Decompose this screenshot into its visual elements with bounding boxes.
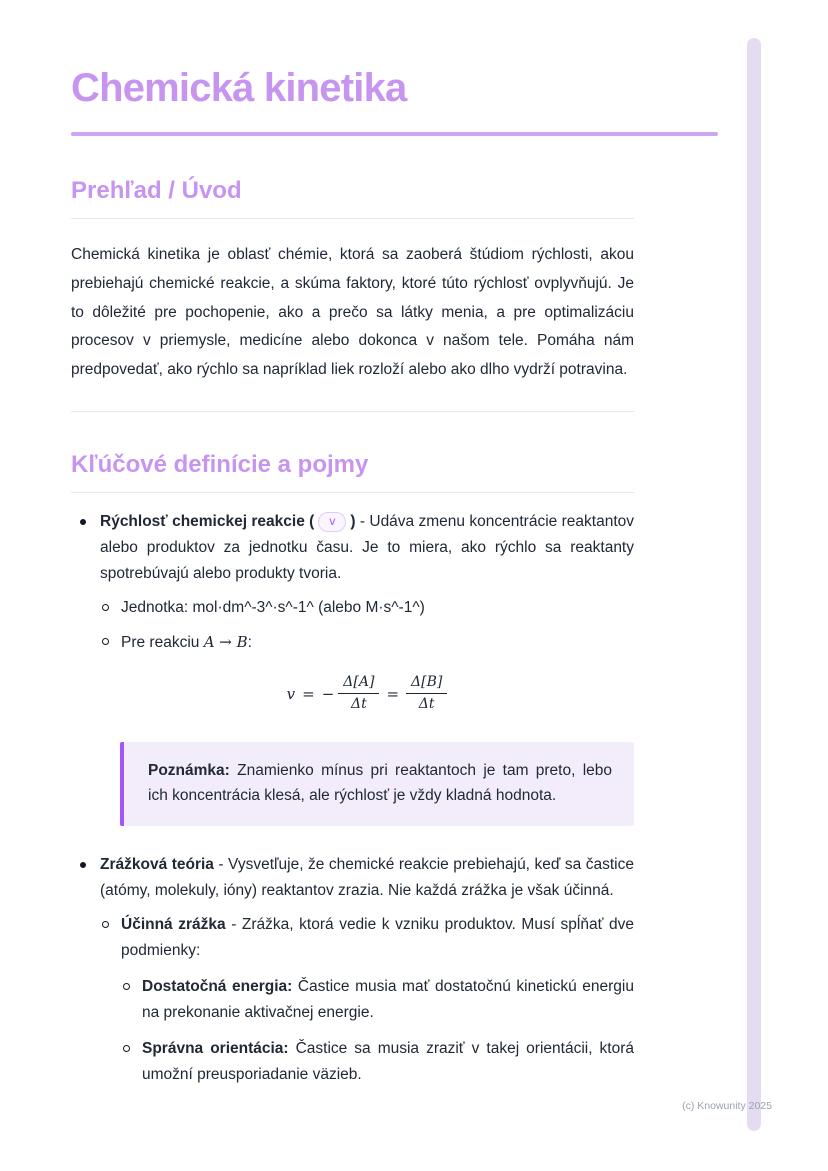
- fraction-b-numerator: Δ[B]: [406, 674, 447, 694]
- conditions-list: [121, 974, 634, 1088]
- term-effective-collision: Účinná zrážka: [121, 915, 226, 933]
- reaction-pre-text: Pre reakciu: [121, 633, 204, 651]
- reaction-math: A → B: [203, 632, 248, 651]
- footer-credit: (c) Knowunity 2025: [682, 1100, 772, 1112]
- section-definitions: [71, 450, 634, 1088]
- heading-underline: [71, 492, 634, 493]
- rate-formula: [100, 672, 634, 716]
- note-text: [148, 758, 612, 809]
- fraction-a-numerator: Δ[A]: [338, 674, 379, 694]
- fraction-b-denominator: Δt: [418, 696, 435, 713]
- section-divider: [71, 411, 634, 412]
- list-item-reaction: [100, 629, 634, 656]
- list-item-condition-energy: [121, 974, 634, 1026]
- note-callout: [120, 742, 634, 826]
- section-heading-definitions: Kľúčové definície a pojmy: [71, 450, 369, 478]
- collision-sublist: [100, 912, 634, 1088]
- formula-equals: =: [386, 684, 400, 703]
- fraction-a-denominator: Δt: [350, 696, 367, 713]
- list-item-effective-collision: [100, 912, 634, 1088]
- list-item-collision-theory: [71, 852, 634, 1088]
- formula-minus: −: [321, 684, 335, 703]
- definitions-list: [71, 509, 634, 1088]
- formula-fraction-a: [338, 674, 379, 713]
- intro-paragraph: Chemická kinetika je oblasť chémie, ktorá sa zaoberá štúdiom rýchlosti, akou prebiehajú chemické reakcie, a skúma faktory, ktoré túto rýchlosť ovplyvňujú. Je to dôležité pre pochopenie, ako a prečo sa látky menia, a pre optimalizáciu procesov v priemysle, medicíne alebo dokonca v našom tele. Pomáha nám predpovedať, ako rýchlo sa napríklad liek rozloží alebo ako dlho vydrží potravina.: [71, 246, 634, 379]
- formula-equals: =: [302, 684, 315, 703]
- term-correct-orientation: Správna orientácia:: [142, 1039, 289, 1057]
- reaction-colon: :: [247, 633, 252, 651]
- unit-text: Jednotka: mol·dm^-3^·s^-1^ (alebo M·s^-1^): [121, 598, 425, 616]
- heading-underline: [71, 218, 634, 219]
- correct-orientation-definition: Častice sa musia zraziť v takej orientácii, ktorá umožní preusporiadanie väzieb.: [142, 1039, 634, 1083]
- term-close-paren: ): [350, 512, 356, 530]
- page-title: Chemická kinetika: [71, 66, 407, 110]
- effective-collision-text: [121, 912, 634, 964]
- collision-theory-definition: - Vysvetľuje, že chemické reakcie prebiehajú, keď sa častice (atómy, molekuly, ióny) reaktantov zrazia. Nie každá zrážka je však účinná.: [100, 855, 634, 899]
- list-item-condition-orientation: [121, 1036, 634, 1088]
- title-divider: [71, 132, 718, 136]
- collision-theory-text: [100, 852, 634, 904]
- note-label: Poznámka:: [148, 761, 230, 779]
- reaction-rate-text: [100, 509, 634, 587]
- document-content: [71, 64, 634, 1088]
- formula-fraction-b: [406, 674, 447, 713]
- term-reaction-rate: Rýchlosť chemickej reakcie (: [100, 512, 315, 530]
- reaction-rate-sublist: [100, 595, 634, 656]
- page-edge-strip: [747, 38, 761, 1131]
- list-item-reaction-rate: [71, 509, 634, 826]
- list-item-unit: [100, 595, 634, 621]
- section-intro: [71, 176, 634, 385]
- formula-v: v: [286, 684, 296, 703]
- reaction-rate-definition: - Udáva zmenu koncentrácie reaktantov alebo produktov za jednotku času. Je to miera, ako rýchlo sa reaktanty spotrebúvajú alebo produkty tvoria.: [100, 512, 635, 582]
- variable-v-label: v: [329, 513, 336, 528]
- sufficient-energy-definition: Častice musia mať dostatočnú kinetickú energiu na prekonanie aktivačnej energie.: [142, 977, 634, 1021]
- section-heading-intro: Prehľad / Úvod: [71, 177, 242, 204]
- term-sufficient-energy: Dostatočná energia:: [142, 977, 293, 995]
- variable-v-pill: [318, 512, 346, 532]
- note-body: Znamienko mínus pri reaktantoch je tam preto, lebo ich koncentrácia klesá, ale rýchlosť je vždy kladná hodnota.: [148, 761, 612, 805]
- effective-collision-definition: - Zrážka, ktorá vedie k vzniku produktov. Musí spĺňať dve podmienky:: [121, 915, 634, 959]
- term-collision-theory: Zrážková teória: [100, 855, 214, 873]
